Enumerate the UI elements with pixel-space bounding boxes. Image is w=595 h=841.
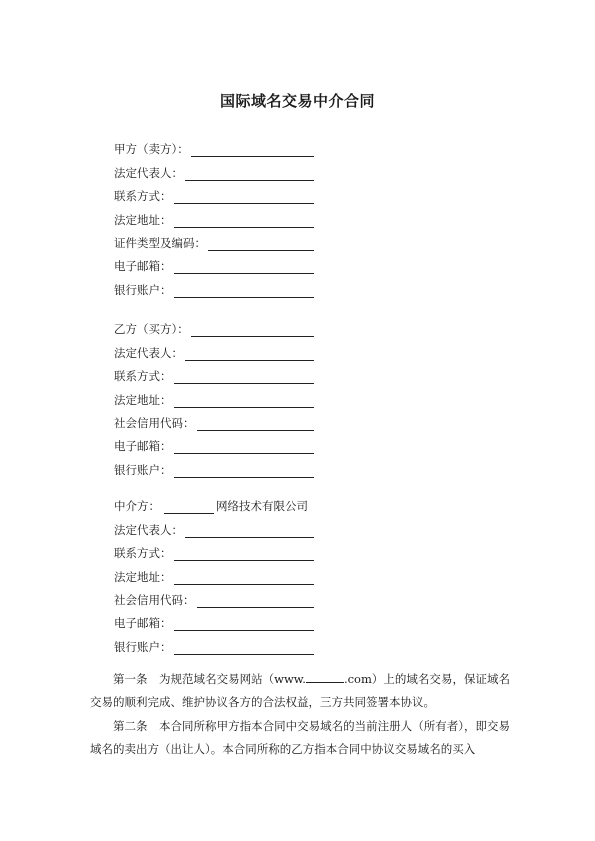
field-blank[interactable]: [174, 465, 315, 478]
form-row: [114, 608, 314, 631]
form-row: [114, 181, 314, 204]
field-blank[interactable]: [174, 371, 315, 384]
page-title: 国际域名交易中介合同: [219, 92, 375, 110]
field-label: 电子邮箱：: [114, 259, 172, 274]
field-blank[interactable]: [174, 441, 315, 454]
intermediary-section: [114, 491, 314, 655]
field-blank[interactable]: [185, 348, 314, 361]
field-label: 电子邮箱：: [114, 439, 172, 454]
party-a-section: [114, 134, 314, 298]
party-a-name-blank[interactable]: [191, 144, 314, 157]
field-label: 联系方式：: [114, 189, 172, 204]
party-b-name-blank[interactable]: [191, 324, 314, 337]
party-b-section: [114, 314, 314, 478]
form-row: [114, 408, 314, 431]
party-b-heading-row: [114, 314, 314, 337]
field-blank[interactable]: [174, 548, 315, 561]
field-blank[interactable]: [174, 261, 315, 274]
party-b-heading: 乙方（买方）：: [114, 322, 189, 337]
form-row: [114, 337, 314, 360]
intermediary-company-suffix: 网络技术有限公司: [216, 499, 308, 514]
field-label: 法定地址：: [114, 392, 172, 407]
form-row: [114, 585, 314, 608]
field-label: 社会信用代码：: [114, 592, 195, 607]
party-a-heading: 甲方（卖方）：: [114, 142, 189, 157]
field-label: 法定地址：: [114, 212, 172, 227]
field-label: 联系方式：: [114, 369, 172, 384]
field-label: 电子邮箱：: [114, 616, 172, 631]
field-blank[interactable]: [208, 238, 314, 251]
field-label: 法定代表人：: [114, 165, 183, 180]
field-label: 银行账户：: [114, 462, 172, 477]
form-row: [114, 274, 314, 297]
intermediary-heading-row: [114, 491, 314, 514]
field-label: 法定地址：: [114, 569, 172, 584]
intermediary-name-blank[interactable]: [164, 501, 214, 514]
form-row: [114, 384, 314, 407]
form-row: [114, 157, 314, 180]
form-row: [114, 431, 314, 454]
article-1: [90, 668, 510, 715]
form-row: [114, 228, 314, 251]
field-blank[interactable]: [197, 595, 315, 608]
field-blank[interactable]: [174, 572, 315, 585]
form-row: [114, 251, 314, 274]
intermediary-heading: 中介方：: [114, 499, 160, 514]
article-1-text-end: .com）上的域名交易，保证域名交易的顺利完成、维护协议各方的合法权益，三方共同签署本协议。: [90, 672, 510, 710]
field-blank[interactable]: [174, 395, 315, 408]
field-label: 法定代表人：: [114, 522, 183, 537]
field-blank[interactable]: [174, 215, 315, 228]
field-blank[interactable]: [174, 642, 315, 655]
field-label: 证件类型及编码：: [114, 235, 206, 250]
field-blank[interactable]: [185, 168, 314, 181]
form-row: [114, 538, 314, 561]
article-1-text-start: 第一条 为规范域名交易网站（www.: [113, 672, 306, 686]
field-blank[interactable]: [197, 418, 315, 431]
form-row: [114, 561, 314, 584]
field-label: 银行账户：: [114, 639, 172, 654]
article-2: 第二条 本合同所称甲方指本合同中交易域名的当前注册人（所有者），即交易域名的卖出方（出让人）。本合同所称的乙方指本合同中协议交易域名的买入: [90, 719, 510, 757]
field-blank[interactable]: [185, 525, 314, 538]
field-blank[interactable]: [174, 191, 315, 204]
form-row: [114, 361, 314, 384]
field-blank[interactable]: [174, 618, 315, 631]
form-row: [114, 514, 314, 537]
field-label: 法定代表人：: [114, 345, 183, 360]
field-label: 联系方式：: [114, 546, 172, 561]
party-a-heading-row: [114, 134, 314, 157]
field-label: 社会信用代码：: [114, 415, 195, 430]
field-blank[interactable]: [174, 285, 315, 298]
field-label: 银行账户：: [114, 282, 172, 297]
domain-name-blank[interactable]: [306, 671, 344, 683]
form-row: [114, 204, 314, 227]
form-row: [114, 631, 314, 654]
form-row: [114, 454, 314, 477]
